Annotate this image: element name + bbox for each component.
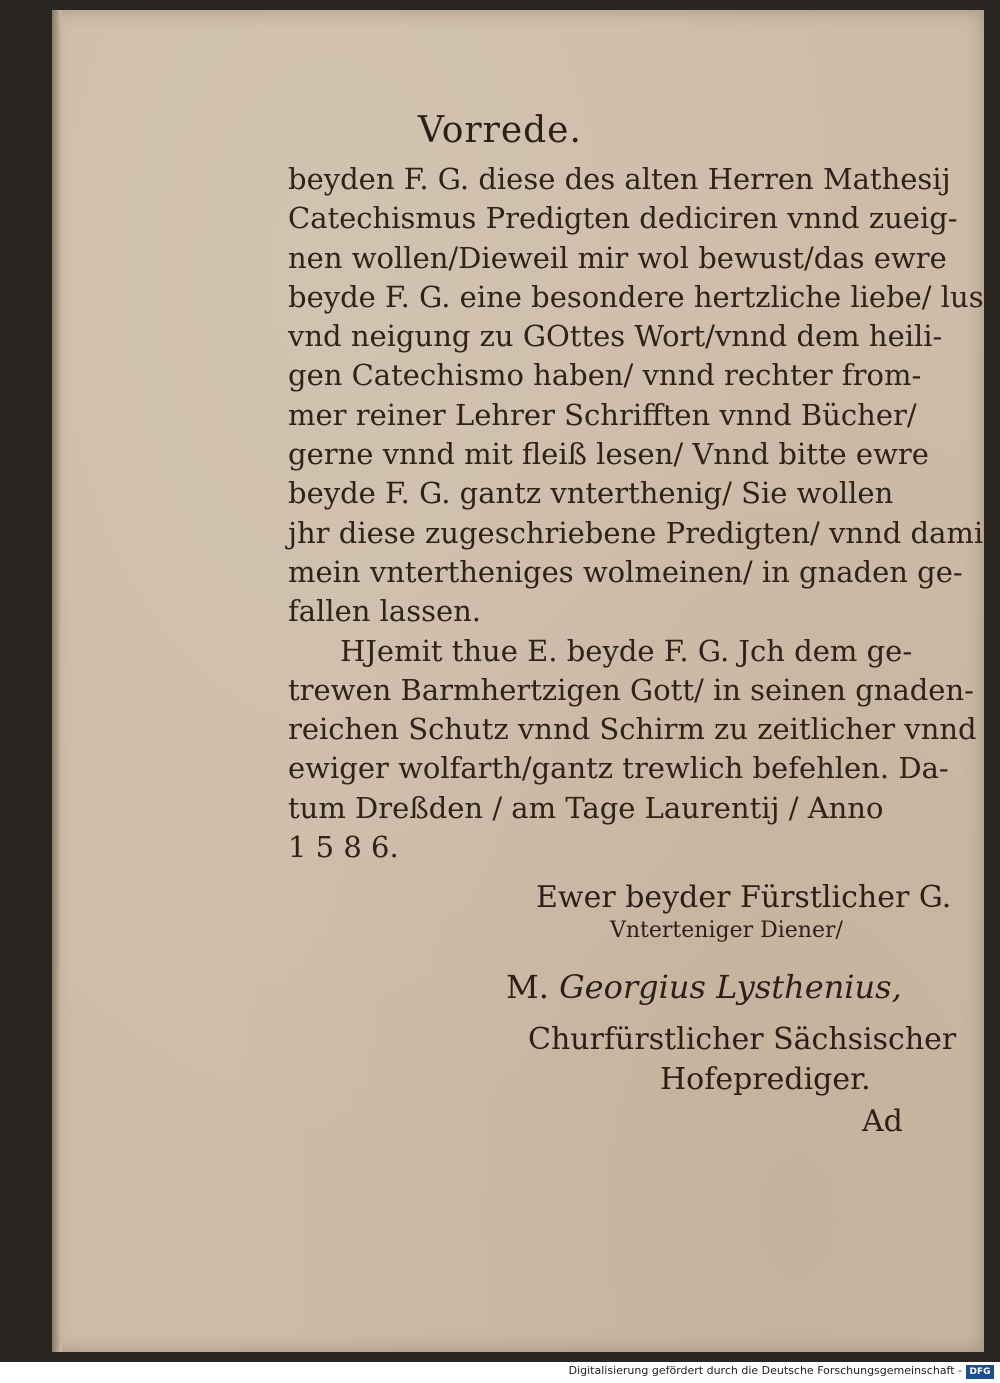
author-name: Georgius Lysthenius, [559, 968, 902, 1006]
author-prefix: M. [506, 968, 549, 1006]
text-line: beyde F. G. gantz vnterthenig/ Sie wollen [288, 476, 894, 511]
signature-servant: Vnterteniger Diener/ [610, 918, 843, 943]
text-line: mein vntertheniges wolmeinen/ in gnaden ge- [288, 554, 963, 589]
signature-office: Hofeprediger. [660, 1062, 871, 1097]
dfg-logo-icon: DFG [966, 1365, 994, 1379]
text-line: gen Catechismo haben/ vnnd rechter from- [288, 358, 922, 393]
text-line: Catechismus Predigten dediciren vnnd zueig- [288, 201, 958, 236]
signature-author [506, 968, 902, 1006]
signature-salutation: Ewer beyder Fürstlicher G. [536, 880, 952, 915]
catchword: Ad [862, 1104, 903, 1139]
text-line: tum Dreßden / am Tage Laurentij / Anno [288, 790, 884, 825]
text-line: trewen Barmhertzigen Gott/ in seinen gnaden- [288, 672, 974, 707]
signature-title: Churfürstlicher Sächsischer [528, 1022, 957, 1057]
text-line: nen wollen/Dieweil mir wol bewust/das ewre [288, 240, 947, 275]
text-line: beyde F. G. eine besondere hertzliche liebe/ lust [288, 279, 996, 314]
running-title: Vorrede. [418, 110, 582, 151]
text-line: reichen Schutz vnnd Schirm zu zeitlicher vnnd [288, 712, 977, 747]
body-text [288, 160, 996, 867]
text-line: fallen lassen. [288, 594, 482, 629]
text-line: vnd neigung zu GOttes Wort/vnnd dem heili- [288, 319, 943, 354]
funding-credit: Digitalisierung gefördert durch die Deutsche Forschungsgemeinschaft - [568, 1364, 962, 1377]
text-line: mer reiner Lehrer Schrifften vnnd Bücher/ [288, 397, 917, 432]
text-line: HJemit thue E. beyde F. G. Jch dem ge- [340, 633, 913, 668]
text-line: gerne vnnd mit fleiß lesen/ Vnnd bitte ewre [288, 437, 929, 472]
text-line: ewiger wolfarth/gantz trewlich befehlen. Da- [288, 751, 949, 786]
page-gutter [52, 10, 62, 1352]
text-line: 1 5 8 6. [288, 830, 399, 865]
footer-bar [0, 1362, 1000, 1383]
text-line: beyden F. G. diese des alten Herren Mathesij [288, 162, 951, 196]
text-line: jhr diese zugeschriebene Predigten/ vnnd damit [288, 515, 995, 550]
